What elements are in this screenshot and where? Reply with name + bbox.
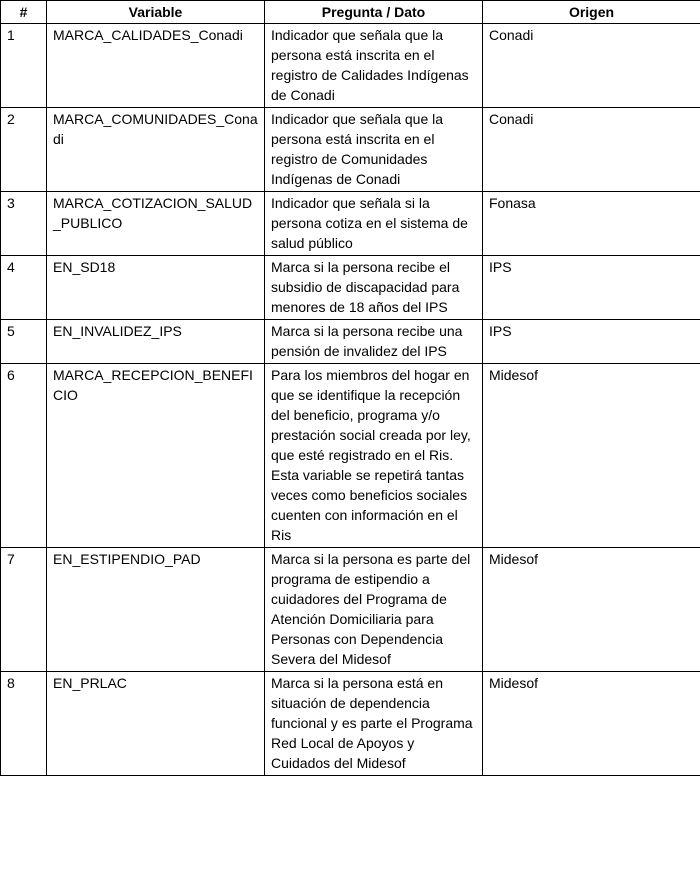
pregunta-cell: Para los miembros del hogar en que se identifique la recepción del beneficio, programa y/o prestación social creada por ley, que esté registrado en el Ris. Esta variable se repetirá tantas veces como beneficios sociales cuenten con información en el Ris xyxy=(265,364,483,548)
row-number-cell: 5 xyxy=(1,320,47,364)
variable-cell: EN_INVALIDEZ_IPS xyxy=(47,320,265,364)
origen-cell: Midesof xyxy=(483,672,700,776)
table-row xyxy=(1,672,700,776)
variable-cell: MARCA_COTIZACION_SALUD_PUBLICO xyxy=(47,192,265,256)
column-header-num: # xyxy=(1,1,47,24)
origen-cell: Conadi xyxy=(483,24,700,108)
row-number-cell: 8 xyxy=(1,672,47,776)
origen-cell: IPS xyxy=(483,320,700,364)
table-row xyxy=(1,192,700,256)
pregunta-cell: Indicador que señala si la persona cotiza en el sistema de salud público xyxy=(265,192,483,256)
variable-cell: EN_SD18 xyxy=(47,256,265,320)
origen-cell: IPS xyxy=(483,256,700,320)
pregunta-cell: Marca si la persona recibe el subsidio de discapacidad para menores de 18 años del IPS xyxy=(265,256,483,320)
variable-cell: EN_ESTIPENDIO_PAD xyxy=(47,548,265,672)
column-header-variable: Variable xyxy=(47,1,265,24)
column-header-pregunta: Pregunta / Dato xyxy=(265,1,483,24)
table-header-row xyxy=(1,1,700,24)
pregunta-cell: Marca si la persona está en situación de dependencia funcional y es parte el Programa Red Local de Apoyos y Cuidados del Midesof xyxy=(265,672,483,776)
row-number-cell: 6 xyxy=(1,364,47,548)
variable-cell: MARCA_RECEPCION_BENEFICIO xyxy=(47,364,265,548)
table-row xyxy=(1,108,700,192)
pregunta-cell: Marca si la persona recibe una pensión de invalidez del IPS xyxy=(265,320,483,364)
row-number-cell: 4 xyxy=(1,256,47,320)
table-row xyxy=(1,24,700,108)
origen-cell: Fonasa xyxy=(483,192,700,256)
table-row xyxy=(1,320,700,364)
pregunta-cell: Indicador que señala que la persona está inscrita en el registro de Calidades Indígenas de Conadi xyxy=(265,24,483,108)
row-number-cell: 3 xyxy=(1,192,47,256)
origen-cell: Midesof xyxy=(483,364,700,548)
variable-cell: MARCA_CALIDADES_Conadi xyxy=(47,24,265,108)
variable-cell: MARCA_COMUNIDADES_Conadi xyxy=(47,108,265,192)
row-number-cell: 2 xyxy=(1,108,47,192)
pregunta-cell: Indicador que señala que la persona está inscrita en el registro de Comunidades Indígenas de Conadi xyxy=(265,108,483,192)
pregunta-cell: Marca si la persona es parte del programa de estipendio a cuidadores del Programa de Atención Domiciliaria para Personas con Dependencia Severa del Midesof xyxy=(265,548,483,672)
origen-cell: Conadi xyxy=(483,108,700,192)
table-row xyxy=(1,364,700,548)
table-row xyxy=(1,256,700,320)
variable-cell: EN_PRLAC xyxy=(47,672,265,776)
row-number-cell: 1 xyxy=(1,24,47,108)
origen-cell: Midesof xyxy=(483,548,700,672)
column-header-origen: Origen xyxy=(483,1,700,24)
table-row xyxy=(1,548,700,672)
row-number-cell: 7 xyxy=(1,548,47,672)
